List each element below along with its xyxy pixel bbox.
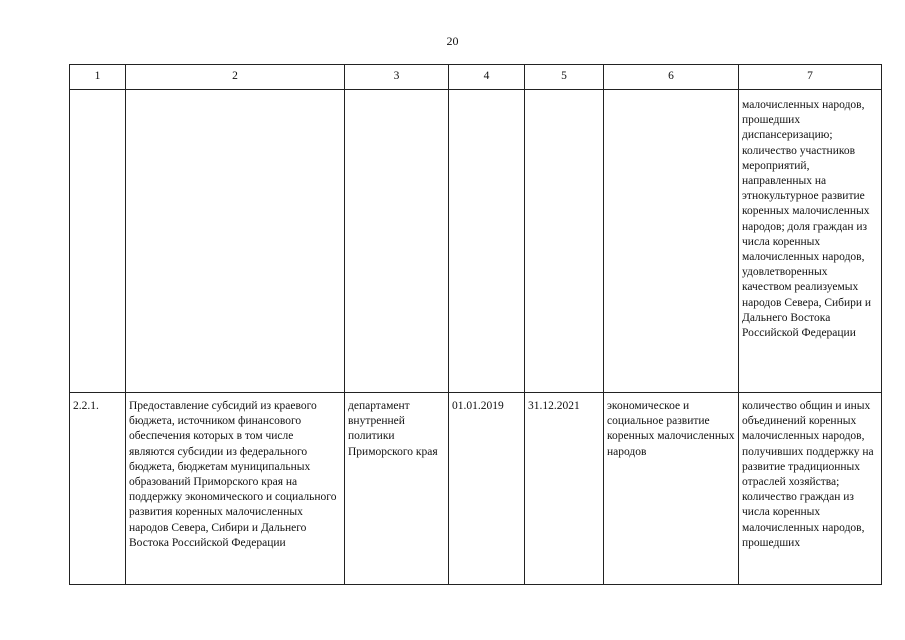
column-header: 7 [739,65,882,90]
executor-cell: департамент внутренней политики Приморского края [345,393,449,585]
document-table [69,64,882,585]
table-header-row [70,65,882,90]
table-cell [345,90,449,393]
table-cell [604,90,739,393]
measure-name-cell: Предоставление субсидий из краевого бюджета, источником финансового обеспечения которых в том числе являются субсидии из федерального бюджета, бюджетам муниципальных образований Приморского края на поддержку экономического и социального развития коренных малочисленных народов Севера, Сибири и Дальнего Востока Российской Федерации [126,393,345,585]
column-header: 1 [70,65,126,90]
expected-result-cell: экономическое и социальное развитие коренных малочисленных народов [604,393,739,585]
indicator-cell: малочисленных народов, прошедших диспансеризацию; количество участников мероприятий, направленных на этнокультурное развитие коренных малочисленных народов; доля граждан из числа коренных малочисленных народов, удовлетворенных качеством реализуемых народов Севера, Сибири и Дальнего Востока Российской Федерации [739,90,882,393]
column-header: 3 [345,65,449,90]
table-row [70,90,882,393]
column-header: 2 [126,65,345,90]
table-cell [70,90,126,393]
start-date-cell: 01.01.2019 [449,393,525,585]
table-row [70,393,882,585]
indicator-cell: количество общин и иных объединений коренных малочисленных народов, получивших поддержку на развитие традиционных отраслей хозяйства; количество граждан из числа коренных малочисленных народов, прошедших [739,393,882,585]
column-header: 5 [525,65,604,90]
end-date-cell: 31.12.2021 [525,393,604,585]
item-number-cell: 2.2.1. [70,393,126,585]
table-cell [525,90,604,393]
table-cell [126,90,345,393]
table-cell [449,90,525,393]
column-header: 6 [604,65,739,90]
page-number: 20 [446,34,459,48]
column-header: 4 [449,65,525,90]
